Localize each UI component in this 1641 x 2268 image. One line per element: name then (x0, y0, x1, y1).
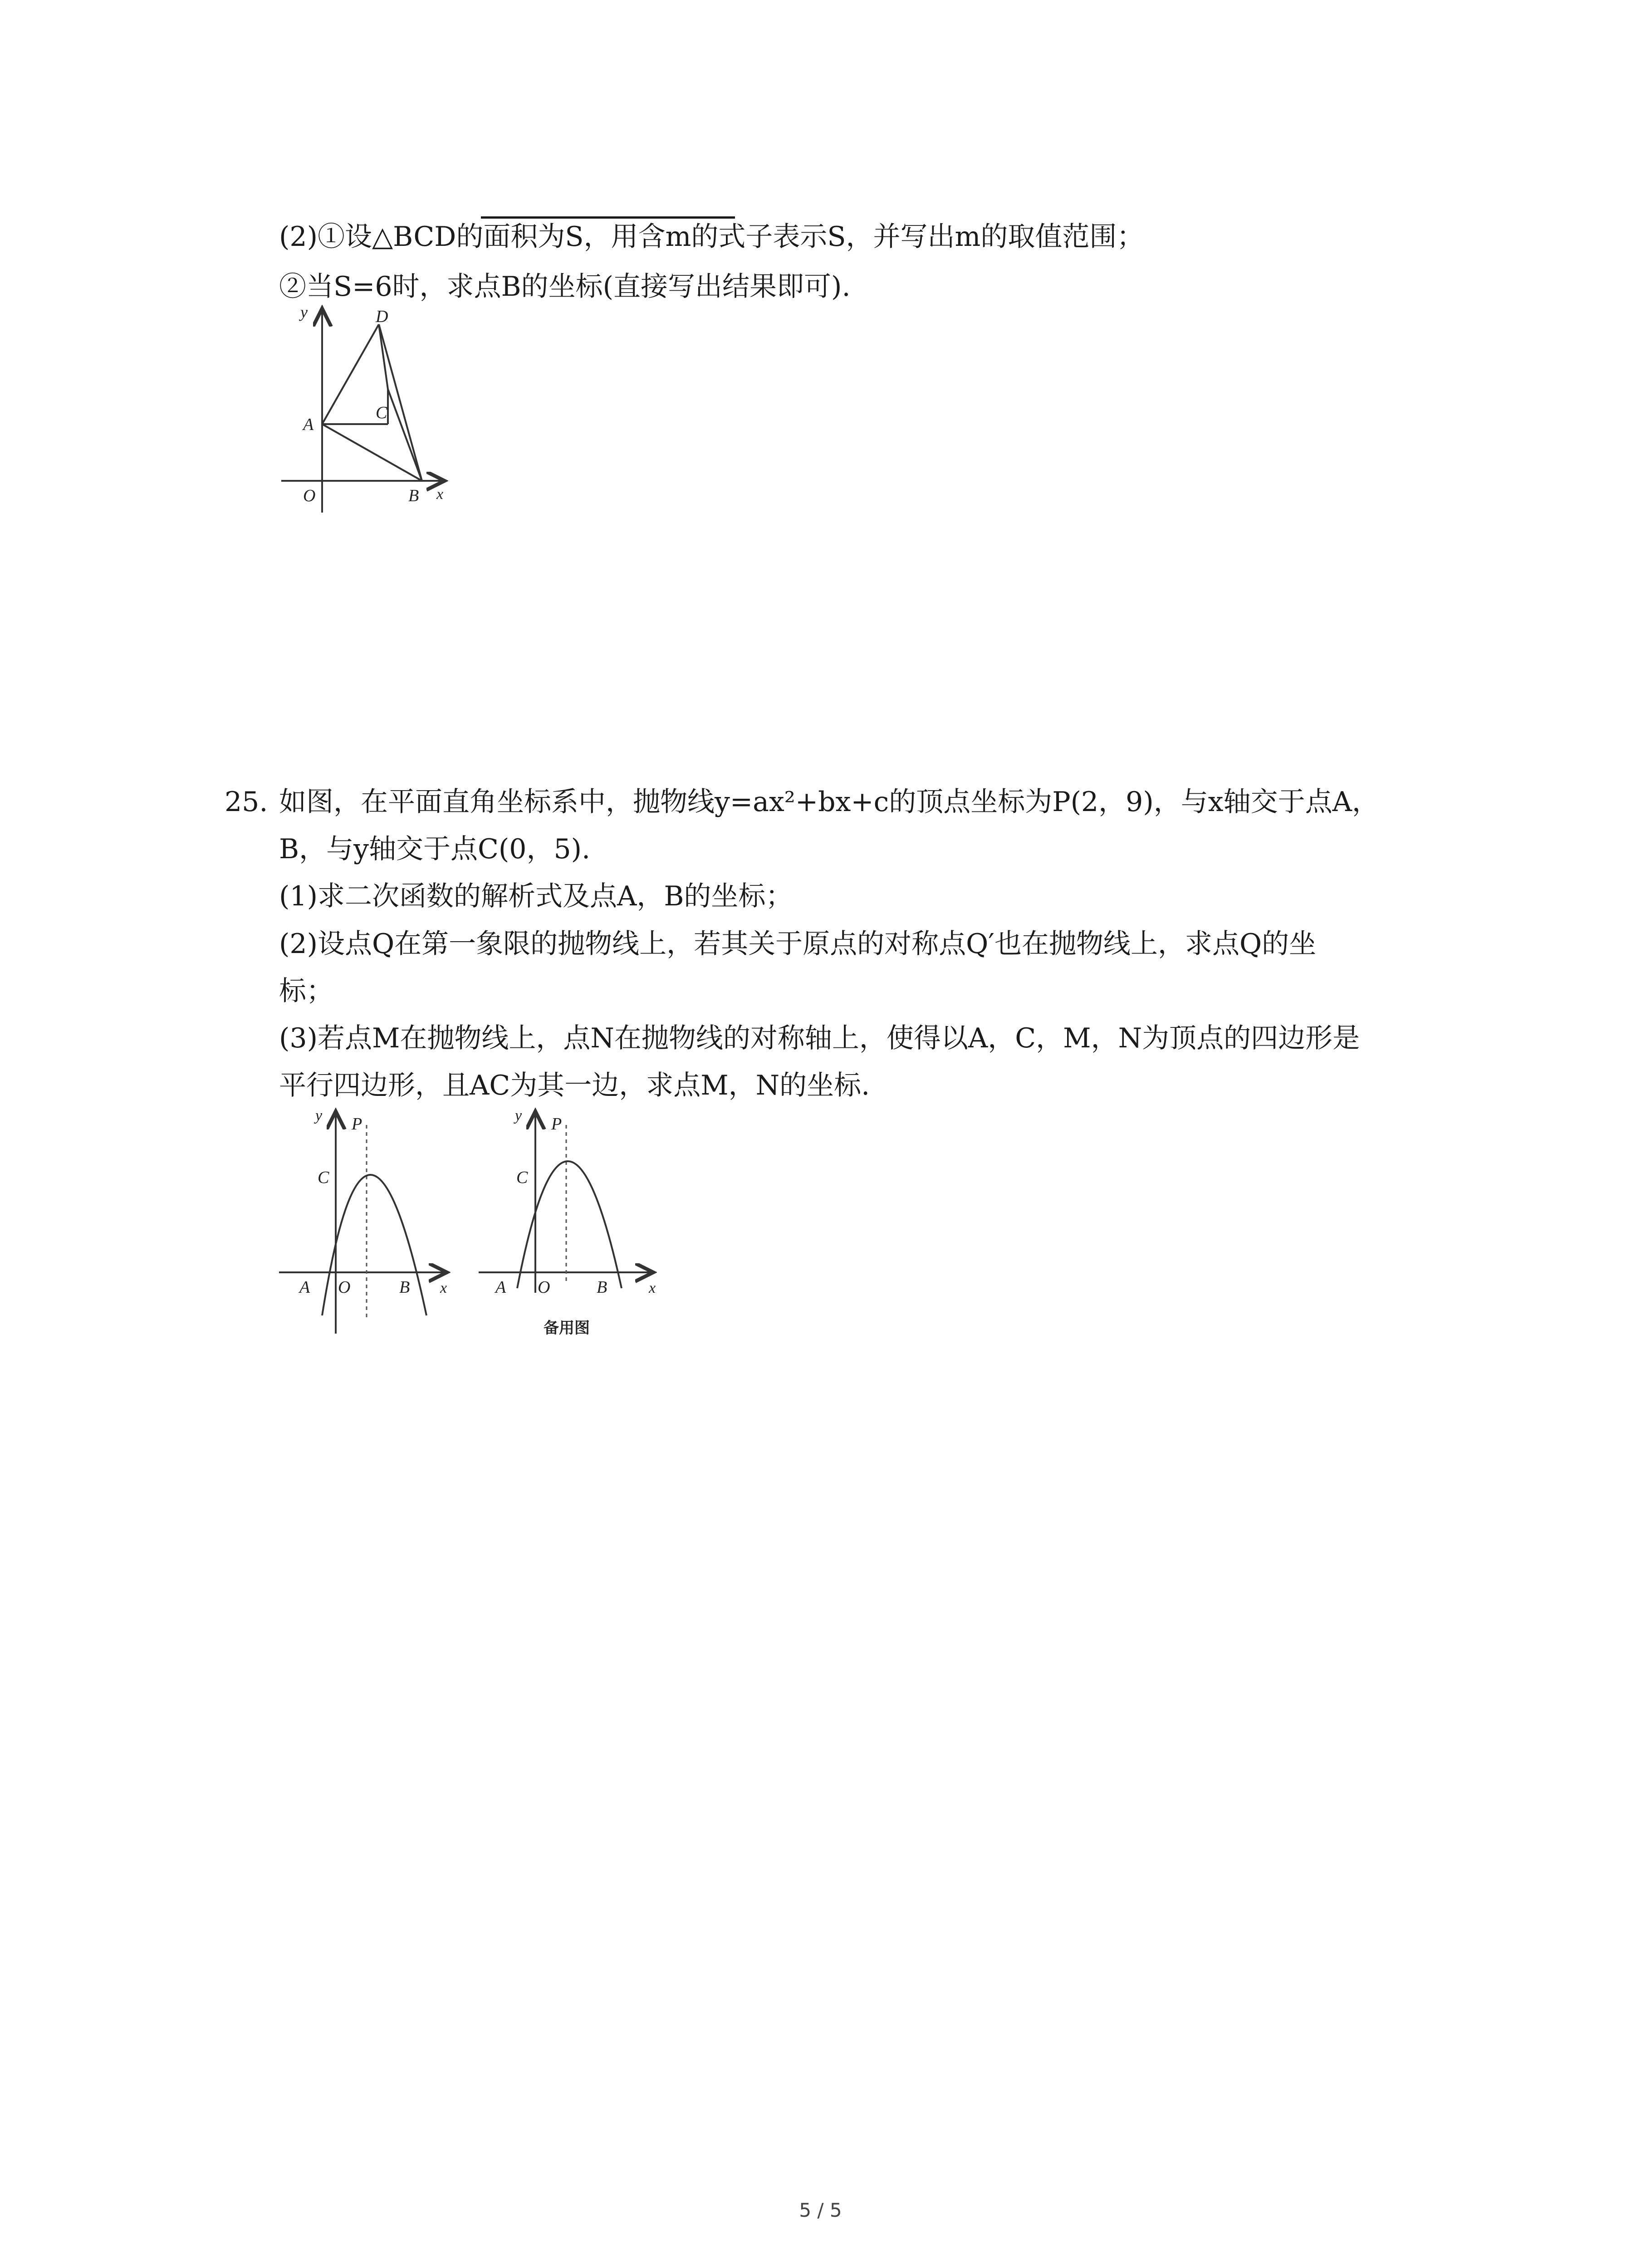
label-O: O (303, 486, 316, 505)
q24-figure (272, 299, 463, 517)
parabola-curve (517, 1161, 622, 1288)
label-A: A (303, 415, 314, 434)
label-y: y (300, 303, 308, 321)
label-C: C (516, 1168, 528, 1187)
page-number: 5 / 5 (799, 2199, 842, 2221)
label-y: y (315, 1107, 323, 1124)
q25-line1: 如图，在平面直角坐标系中，抛物线y=ax²+bx+c的顶点坐标为P(2，9)，与x轴交于点A， (279, 786, 1379, 818)
q25-line2: B，与y轴交于点C(0，5). (279, 833, 591, 865)
q25-part1: (1)求二次函数的解析式及点A，B的坐标； (279, 880, 793, 912)
label-C: C (376, 403, 387, 422)
q25-figure-main (272, 1102, 454, 1338)
label-D: D (376, 307, 388, 326)
label-B: B (399, 1278, 410, 1297)
label-O: O (538, 1278, 550, 1297)
q25-figure-spare (472, 1102, 662, 1311)
q25-number: 25. (225, 786, 268, 818)
label-O: O (338, 1278, 351, 1297)
label-x: x (649, 1280, 656, 1296)
label-x: x (436, 486, 444, 503)
spare-figure-caption: 备用图 (544, 1319, 590, 1337)
label-P: P (551, 1114, 562, 1134)
q25-part3-b: 平行四边形，且AC为其一边，求点M，N的坐标. (279, 1070, 870, 1101)
q25-part2-a: (2)设点Q在第一象限的抛物线上，若其关于原点的对称点Q′也在抛物线上，求点Q的坐 (279, 928, 1317, 960)
q24-part2-2: ②当S=6时，求点B的坐标(直接写出结果即可). (279, 271, 851, 303)
q24-part2-1: (2)①设△BCD的面积为S，用含m的式子表示S，并写出m的取值范围； (279, 221, 1144, 253)
label-A: A (495, 1278, 506, 1297)
label-C: C (318, 1168, 329, 1187)
q25-part2-b: 标； (279, 975, 333, 1007)
label-B: B (408, 486, 419, 505)
label-x: x (440, 1280, 447, 1296)
label-P: P (352, 1114, 362, 1134)
q25-part3-a: (3)若点M在抛物线上，点N在抛物线的对称轴上，使得以A，C，M，N为顶点的四边形是 (279, 1022, 1360, 1054)
label-B: B (597, 1278, 607, 1297)
label-A: A (299, 1278, 310, 1297)
label-y: y (515, 1107, 522, 1124)
